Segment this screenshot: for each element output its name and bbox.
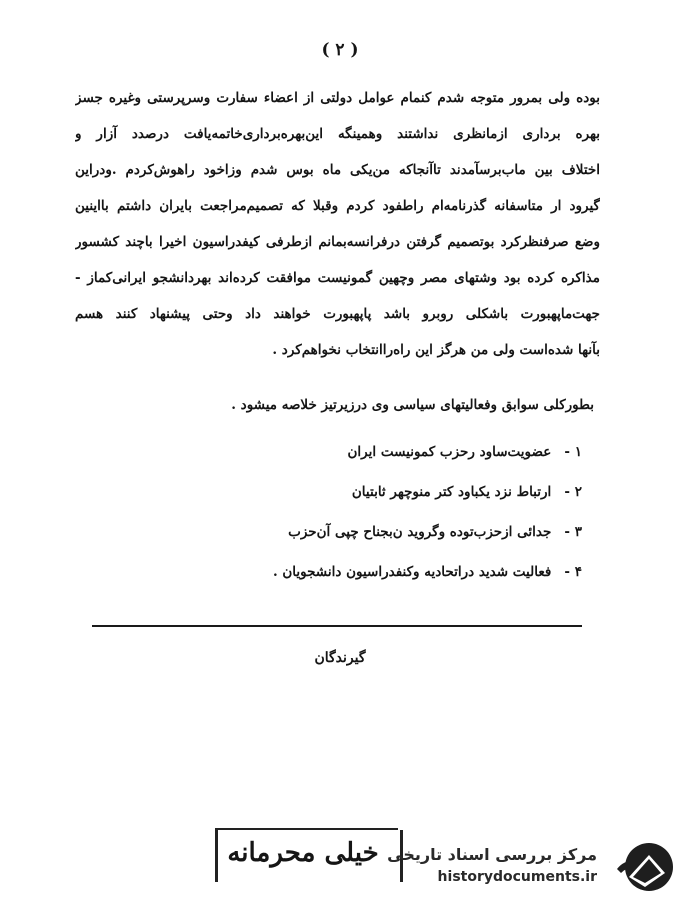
list-item-number: ۳ - [564,524,582,540]
body-line: بهره برداری ازمانظری نداشتند وهمینگه این‌بهره‌برداری‌خاتمه‌یافت درصدد آزار و [75,126,600,142]
body-line: وضع صرفنظرکرد بوتصمیم گرفتن درفرانسه‌بمانم ازطرفی کیفدراسیون اخیرا باچند کشسور [75,234,600,250]
list-item [122,512,582,552]
archive-watermark [387,835,675,895]
summary-intro: بطورکلی سوابق وفعالیتهای سیاسی وی درزیرتیز خلاصه میشود . [231,397,594,413]
list-item-text: جدائی ازحزب‌توده وگروید ن‌بجناح چپی آن‌حزب [288,524,552,540]
summary-list [122,432,582,592]
recipients-heading: گیرندگان [314,650,366,666]
body-line: مذاکره کرده بود وشتهای مصر وچهین گمونیست موافقت کرده‌اند بهردانشجو ایرانی‌کماز - [75,270,600,286]
body-paragraph [75,80,600,368]
body-line: گیرود ار متاسفانه گذرنامه‌ام راطفود کردم وقبلا که تصمیم‌مراجعت بایران داشتم بااینین [75,198,600,214]
list-item-number: ۴ - [564,564,582,580]
body-line: بآنها شده‌است ولی من هرگز این راه‌راانتخاب نخواهم‌کرد . [272,342,600,358]
body-line: اختلاف بین ماب‌برسآمدند تاآنجاکه من‌یکی ماه بوس شدم وزاخود راهوش‌کردم .ودراین [75,162,600,178]
body-line: جهت‌ماپهبورت باشکلی روبرو باشد پاپهبورت خواهند داد وحتی پیشنهاد کنند هسم [75,306,600,322]
page-number: ( ۲ ) [321,40,359,60]
body-line: بوده ولی بمرور متوجه شدم کنمام عوامل دولتی از اعضاء سفارت وسرپرستی وغیره جسز [75,90,600,106]
section-divider [92,625,582,627]
classification-stamp [215,828,398,882]
list-item [122,472,582,512]
watermark-title: مرکز بررسی اسناد تاریخی [387,845,597,864]
list-item-text: ارتباط نزد یکباود کتر منوچهر ثابتیان [351,484,552,500]
list-item [122,432,582,472]
list-item-text: عضویت‌ساود رحزب کمونیست ایران [347,444,552,460]
archive-logo-icon [615,839,675,895]
watermark-url: historydocuments.ir [437,869,597,885]
list-item-number: ۱ - [564,444,582,460]
list-item-number: ۲ - [564,484,582,500]
list-item-text: فعالیت شدید دراتحادیه وکنفدراسیون دانشجویان . [272,564,552,580]
list-item [122,552,582,592]
stamp-text: خیلی محرمانه [227,838,379,868]
